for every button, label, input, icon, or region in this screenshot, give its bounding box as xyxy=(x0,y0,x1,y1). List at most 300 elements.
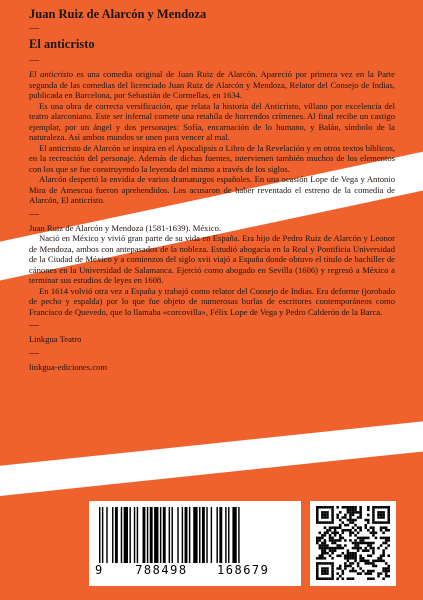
qr-module xyxy=(359,516,362,519)
qr-module xyxy=(336,526,339,529)
barcode-bar xyxy=(238,507,239,563)
qr-module xyxy=(372,516,375,519)
qr-module xyxy=(357,511,360,514)
qr-module xyxy=(357,516,360,519)
qr-module xyxy=(331,577,334,580)
qr-module xyxy=(367,560,370,563)
barcode-bar xyxy=(137,507,138,563)
qr-module xyxy=(324,570,327,573)
qr-module xyxy=(321,547,324,550)
qr-module xyxy=(377,506,380,509)
qr-module xyxy=(377,521,380,524)
qr-module xyxy=(362,570,365,573)
qr-module xyxy=(354,554,357,557)
qr-module xyxy=(331,572,334,575)
qr-module xyxy=(326,532,329,535)
qr-module xyxy=(324,516,327,519)
publisher-website: linkgua-ediciones.com xyxy=(29,362,108,372)
qr-module xyxy=(372,534,375,537)
qr-module xyxy=(326,570,329,573)
qr-module xyxy=(359,542,362,545)
qr-module xyxy=(372,549,375,552)
barcode-bar xyxy=(202,507,205,563)
qr-module xyxy=(331,506,334,509)
qr-module xyxy=(331,526,334,529)
barcode-bar xyxy=(106,507,107,563)
qr-module xyxy=(316,557,319,560)
qr-module xyxy=(321,552,324,555)
qr-module xyxy=(372,577,375,580)
qr-module xyxy=(352,570,355,573)
qr-module xyxy=(377,575,380,578)
qr-module xyxy=(352,511,355,514)
qr-module xyxy=(367,570,370,573)
qr-module xyxy=(372,526,375,529)
qr-module xyxy=(352,577,355,580)
qr-module xyxy=(342,547,345,550)
qr-module xyxy=(377,516,380,519)
qr-module xyxy=(316,542,319,545)
qr-module xyxy=(344,562,347,565)
qr-module xyxy=(354,519,357,522)
qr-module xyxy=(387,544,390,547)
qr-module xyxy=(336,539,339,542)
biography-intro: Juan Ruiz de Alarcón y Mendoza (1581-1639). México. xyxy=(29,222,222,233)
qr-module xyxy=(375,532,378,535)
qr-module xyxy=(377,511,380,514)
barcode-bar xyxy=(112,507,113,563)
qr-module xyxy=(387,514,390,517)
qr-module xyxy=(326,506,329,509)
back-cover-text xyxy=(29,6,395,373)
qr-module xyxy=(324,506,327,509)
qr-module xyxy=(339,544,342,547)
qr-module xyxy=(347,506,350,509)
qr-module xyxy=(370,572,373,575)
qr-module xyxy=(339,539,342,542)
qr-module xyxy=(326,562,329,565)
qr-module xyxy=(316,577,319,580)
qr-module xyxy=(316,567,319,570)
qr-module xyxy=(385,506,388,509)
qr-module xyxy=(326,514,329,517)
qr-module xyxy=(326,516,329,519)
qr-module xyxy=(324,526,327,529)
qr-module xyxy=(385,539,388,542)
barcode-bar xyxy=(199,507,200,563)
qr-module xyxy=(387,554,390,557)
qr-module xyxy=(342,552,345,555)
qr-module xyxy=(329,562,332,565)
qr-module xyxy=(316,511,319,514)
qr-module xyxy=(382,570,385,573)
qr-module xyxy=(324,539,327,542)
qr-module xyxy=(354,557,357,560)
qr-module xyxy=(329,537,332,540)
qr-module xyxy=(344,544,347,547)
qr-module xyxy=(370,542,373,545)
qr-module xyxy=(387,539,390,542)
qr-module xyxy=(364,537,367,540)
barcode-bar xyxy=(206,507,207,563)
qr-module xyxy=(344,567,347,570)
qr-module xyxy=(372,529,375,532)
qr-module xyxy=(329,539,332,542)
qr-code-icon xyxy=(316,506,390,580)
qr-module xyxy=(321,567,324,570)
barcode-bar xyxy=(177,507,178,563)
qr-module xyxy=(316,575,319,578)
qr-module xyxy=(336,532,339,535)
qr-module xyxy=(364,519,367,522)
qr-module xyxy=(347,519,350,522)
qr-module xyxy=(364,562,367,565)
qr-module xyxy=(364,547,367,550)
qr-module xyxy=(385,537,388,540)
qr-module xyxy=(372,519,375,522)
qr-module xyxy=(359,572,362,575)
qr-module xyxy=(344,539,347,542)
qr-module xyxy=(347,511,350,514)
qr-module xyxy=(367,519,370,522)
qr-module xyxy=(367,577,370,580)
qr-module xyxy=(316,521,319,524)
qr-module xyxy=(385,575,388,578)
qr-module xyxy=(380,572,383,575)
qr-module xyxy=(359,537,362,540)
qr-module xyxy=(339,575,342,578)
qr-module xyxy=(357,562,360,565)
qr-module xyxy=(342,570,345,573)
qr-module xyxy=(331,562,334,565)
qr-module xyxy=(336,572,339,575)
qr-module xyxy=(347,524,350,527)
qr-module xyxy=(387,511,390,514)
qr-module xyxy=(370,554,373,557)
qr-module xyxy=(349,514,352,517)
qr-module xyxy=(380,511,383,514)
qr-module xyxy=(331,549,334,552)
qr-module xyxy=(370,526,373,529)
barcode-bar xyxy=(154,507,158,563)
qr-module xyxy=(344,554,347,557)
qr-module xyxy=(367,549,370,552)
qr-module xyxy=(370,547,373,550)
qr-module xyxy=(387,509,390,512)
decorative-white-stripe xyxy=(0,418,423,500)
qr-module xyxy=(354,524,357,527)
qr-module xyxy=(382,537,385,540)
qr-module xyxy=(387,570,390,573)
qr-module xyxy=(387,565,390,568)
qr-module xyxy=(354,539,357,542)
qr-module xyxy=(326,529,329,532)
qr-module xyxy=(324,567,327,570)
qr-module xyxy=(316,506,319,509)
qr-module xyxy=(321,534,324,537)
qr-module xyxy=(319,554,322,557)
qr-module xyxy=(347,557,350,560)
synopsis xyxy=(29,69,395,206)
qr-module xyxy=(352,567,355,570)
qr-module xyxy=(380,526,383,529)
barcode-bar xyxy=(182,507,183,563)
barcode-bar xyxy=(219,507,222,563)
qr-module xyxy=(387,506,390,509)
qr-module xyxy=(382,532,385,535)
qr-module xyxy=(326,572,329,575)
qr-module xyxy=(349,506,352,509)
synopsis-paragraph xyxy=(29,174,395,206)
qr-module xyxy=(349,557,352,560)
separator-dash: — xyxy=(29,23,39,34)
separator-dash: — xyxy=(29,208,39,220)
qr-module xyxy=(385,562,388,565)
qr-module xyxy=(324,547,327,550)
qr-module xyxy=(339,567,342,570)
qr-module xyxy=(342,516,345,519)
barcode-bar xyxy=(169,507,170,563)
qr-module xyxy=(321,570,324,573)
qr-module xyxy=(331,575,334,578)
qr-module xyxy=(344,506,347,509)
qr-module xyxy=(324,549,327,552)
qr-module xyxy=(354,560,357,563)
qr-module xyxy=(349,509,352,512)
qr-module xyxy=(329,547,332,550)
qr-module xyxy=(354,534,357,537)
qr-module xyxy=(331,516,334,519)
qr-module xyxy=(357,537,360,540)
qr-module xyxy=(362,542,365,545)
qr-module xyxy=(382,577,385,580)
qr-module xyxy=(326,567,329,570)
qr-module xyxy=(385,547,388,550)
synopsis-paragraph xyxy=(29,101,395,143)
qr-module xyxy=(329,554,332,557)
isbn-right-group: 168679 xyxy=(217,563,270,577)
barcode-bar xyxy=(225,507,226,563)
isbn-first-digit: 9 xyxy=(95,563,104,577)
qr-module xyxy=(331,521,334,524)
qr-module xyxy=(344,514,347,517)
qr-module xyxy=(387,519,390,522)
qr-module xyxy=(349,519,352,522)
qr-module xyxy=(319,544,322,547)
qr-module xyxy=(354,511,357,514)
qr-module xyxy=(326,577,329,580)
qr-module xyxy=(375,565,378,568)
barcode-bar xyxy=(189,507,190,563)
qr-module xyxy=(331,509,334,512)
qr-module xyxy=(367,514,370,517)
qr-module xyxy=(316,537,319,540)
qr-module xyxy=(349,539,352,542)
qr-module xyxy=(319,521,322,524)
qr-module xyxy=(382,511,385,514)
qr-module xyxy=(326,544,329,547)
qr-module xyxy=(367,544,370,547)
qr-module xyxy=(382,560,385,563)
qr-module xyxy=(329,521,332,524)
qr-module xyxy=(331,537,334,540)
qr-module xyxy=(352,542,355,545)
qr-module xyxy=(329,529,332,532)
qr-module xyxy=(331,552,334,555)
barcode-bar xyxy=(102,507,103,563)
qr-module xyxy=(372,509,375,512)
qr-module xyxy=(324,544,327,547)
paragraph-text: es una comedia original de Juan Ruiz de Alarcón. Apareció por primera vez en la Parte segunda de las comedias del licenciado Juan Ruiz de Alarcón y Mendoza, Relator del Consejo de Indias, publicada en Barcelona, por Sebastián de Cormellas, en 1634. xyxy=(29,69,395,100)
qr-module xyxy=(319,557,322,560)
qr-module xyxy=(357,544,360,547)
qr-module xyxy=(334,539,337,542)
qr-module xyxy=(344,557,347,560)
qr-module xyxy=(375,537,378,540)
qr-module xyxy=(349,521,352,524)
qr-module xyxy=(382,521,385,524)
qr-module xyxy=(377,557,380,560)
biography-paragraph: En 1614 volvió otra vez a España y trabajó como relator del Consejo de Indias. Era deforme (jorobado de pecho y espalda) por lo que fue objeto de numerosas burlas de escritores contemporáneos como Francisco de Quevedo, que lo llamaba «corcovilla», Félix Lope de Vega y Pedro Calderón de la Barca. xyxy=(29,285,395,317)
qr-module xyxy=(336,547,339,550)
qr-module xyxy=(352,509,355,512)
barcode-bar xyxy=(185,507,188,563)
qr-module xyxy=(344,529,347,532)
qr-module xyxy=(387,537,390,540)
barcode-bar xyxy=(172,507,173,563)
qr-module xyxy=(359,529,362,532)
qr-module xyxy=(347,565,350,568)
qr-module xyxy=(324,562,327,565)
qr-module xyxy=(385,572,388,575)
biography xyxy=(29,223,395,318)
qr-module xyxy=(336,516,339,519)
qr-module xyxy=(339,519,342,522)
qr-module xyxy=(385,567,388,570)
qr-module xyxy=(321,572,324,575)
qr-module xyxy=(362,549,365,552)
qr-module xyxy=(387,521,390,524)
qr-module xyxy=(349,511,352,514)
qr-module xyxy=(352,521,355,524)
qr-module xyxy=(331,565,334,568)
qr-module xyxy=(359,526,362,529)
qr-module xyxy=(334,526,337,529)
qr-module xyxy=(364,524,367,527)
qr-module xyxy=(326,511,329,514)
qr-module xyxy=(354,570,357,573)
qr-module xyxy=(319,547,322,550)
qr-module xyxy=(316,570,319,573)
qr-module xyxy=(385,526,388,529)
qr-module xyxy=(375,521,378,524)
synopsis-paragraph xyxy=(29,143,395,175)
qr-module xyxy=(367,529,370,532)
qr-module xyxy=(316,565,319,568)
qr-module xyxy=(324,514,327,517)
qr-module xyxy=(349,534,352,537)
qr-module xyxy=(347,529,350,532)
qr-module xyxy=(331,547,334,550)
qr-module xyxy=(380,529,383,532)
barcode-bars xyxy=(99,507,291,563)
separator-dash: — xyxy=(29,320,39,331)
qr-module xyxy=(375,560,378,563)
qr-module xyxy=(342,521,345,524)
qr-module xyxy=(370,532,373,535)
italic-title: El anticristo xyxy=(29,69,74,79)
qr-module xyxy=(382,506,385,509)
qr-module xyxy=(362,557,365,560)
qr-module xyxy=(342,529,345,532)
qr-module xyxy=(319,537,322,540)
qr-module xyxy=(370,544,373,547)
qr-module xyxy=(336,577,339,580)
qr-module xyxy=(331,567,334,570)
qr-module xyxy=(380,554,383,557)
qr-module xyxy=(359,557,362,560)
qr-module xyxy=(380,506,383,509)
qr-module xyxy=(372,511,375,514)
qr-module xyxy=(324,577,327,580)
barcode-bar xyxy=(115,507,118,563)
qr-module xyxy=(364,526,367,529)
qr-module xyxy=(347,509,350,512)
qr-module xyxy=(316,516,319,519)
qr-module xyxy=(316,509,319,512)
isbn-digits xyxy=(95,563,295,577)
qr-module xyxy=(321,549,324,552)
qr-module xyxy=(367,572,370,575)
barcode-bar xyxy=(211,507,212,563)
qr-module xyxy=(372,552,375,555)
separator-dash: — xyxy=(29,348,39,359)
qr-module xyxy=(377,514,380,517)
qr-module xyxy=(331,539,334,542)
qr-module xyxy=(331,557,334,560)
qr-module xyxy=(324,511,327,514)
qr-module xyxy=(331,511,334,514)
barcode-bar xyxy=(147,507,148,563)
qr-module xyxy=(387,529,390,532)
qr-module xyxy=(367,542,370,545)
qr-module xyxy=(385,542,388,545)
qr-module xyxy=(359,511,362,514)
qr-module xyxy=(387,516,390,519)
qr-module xyxy=(367,537,370,540)
qr-module xyxy=(344,565,347,568)
qr-module xyxy=(336,506,339,509)
qr-code xyxy=(310,501,396,586)
qr-module xyxy=(382,514,385,517)
barcode-bar xyxy=(129,507,130,563)
qr-module xyxy=(329,526,332,529)
qr-module xyxy=(339,511,342,514)
qr-module xyxy=(321,577,324,580)
barcode-bar xyxy=(99,507,100,563)
qr-module xyxy=(329,577,332,580)
qr-module xyxy=(357,572,360,575)
qr-module xyxy=(321,544,324,547)
qr-module xyxy=(324,521,327,524)
publisher-name: Linkgua Teatro xyxy=(29,334,82,344)
qr-module xyxy=(336,544,339,547)
qr-module xyxy=(339,524,342,527)
qr-module xyxy=(382,552,385,555)
qr-module xyxy=(349,570,352,573)
qr-module xyxy=(316,539,319,542)
qr-module xyxy=(387,575,390,578)
